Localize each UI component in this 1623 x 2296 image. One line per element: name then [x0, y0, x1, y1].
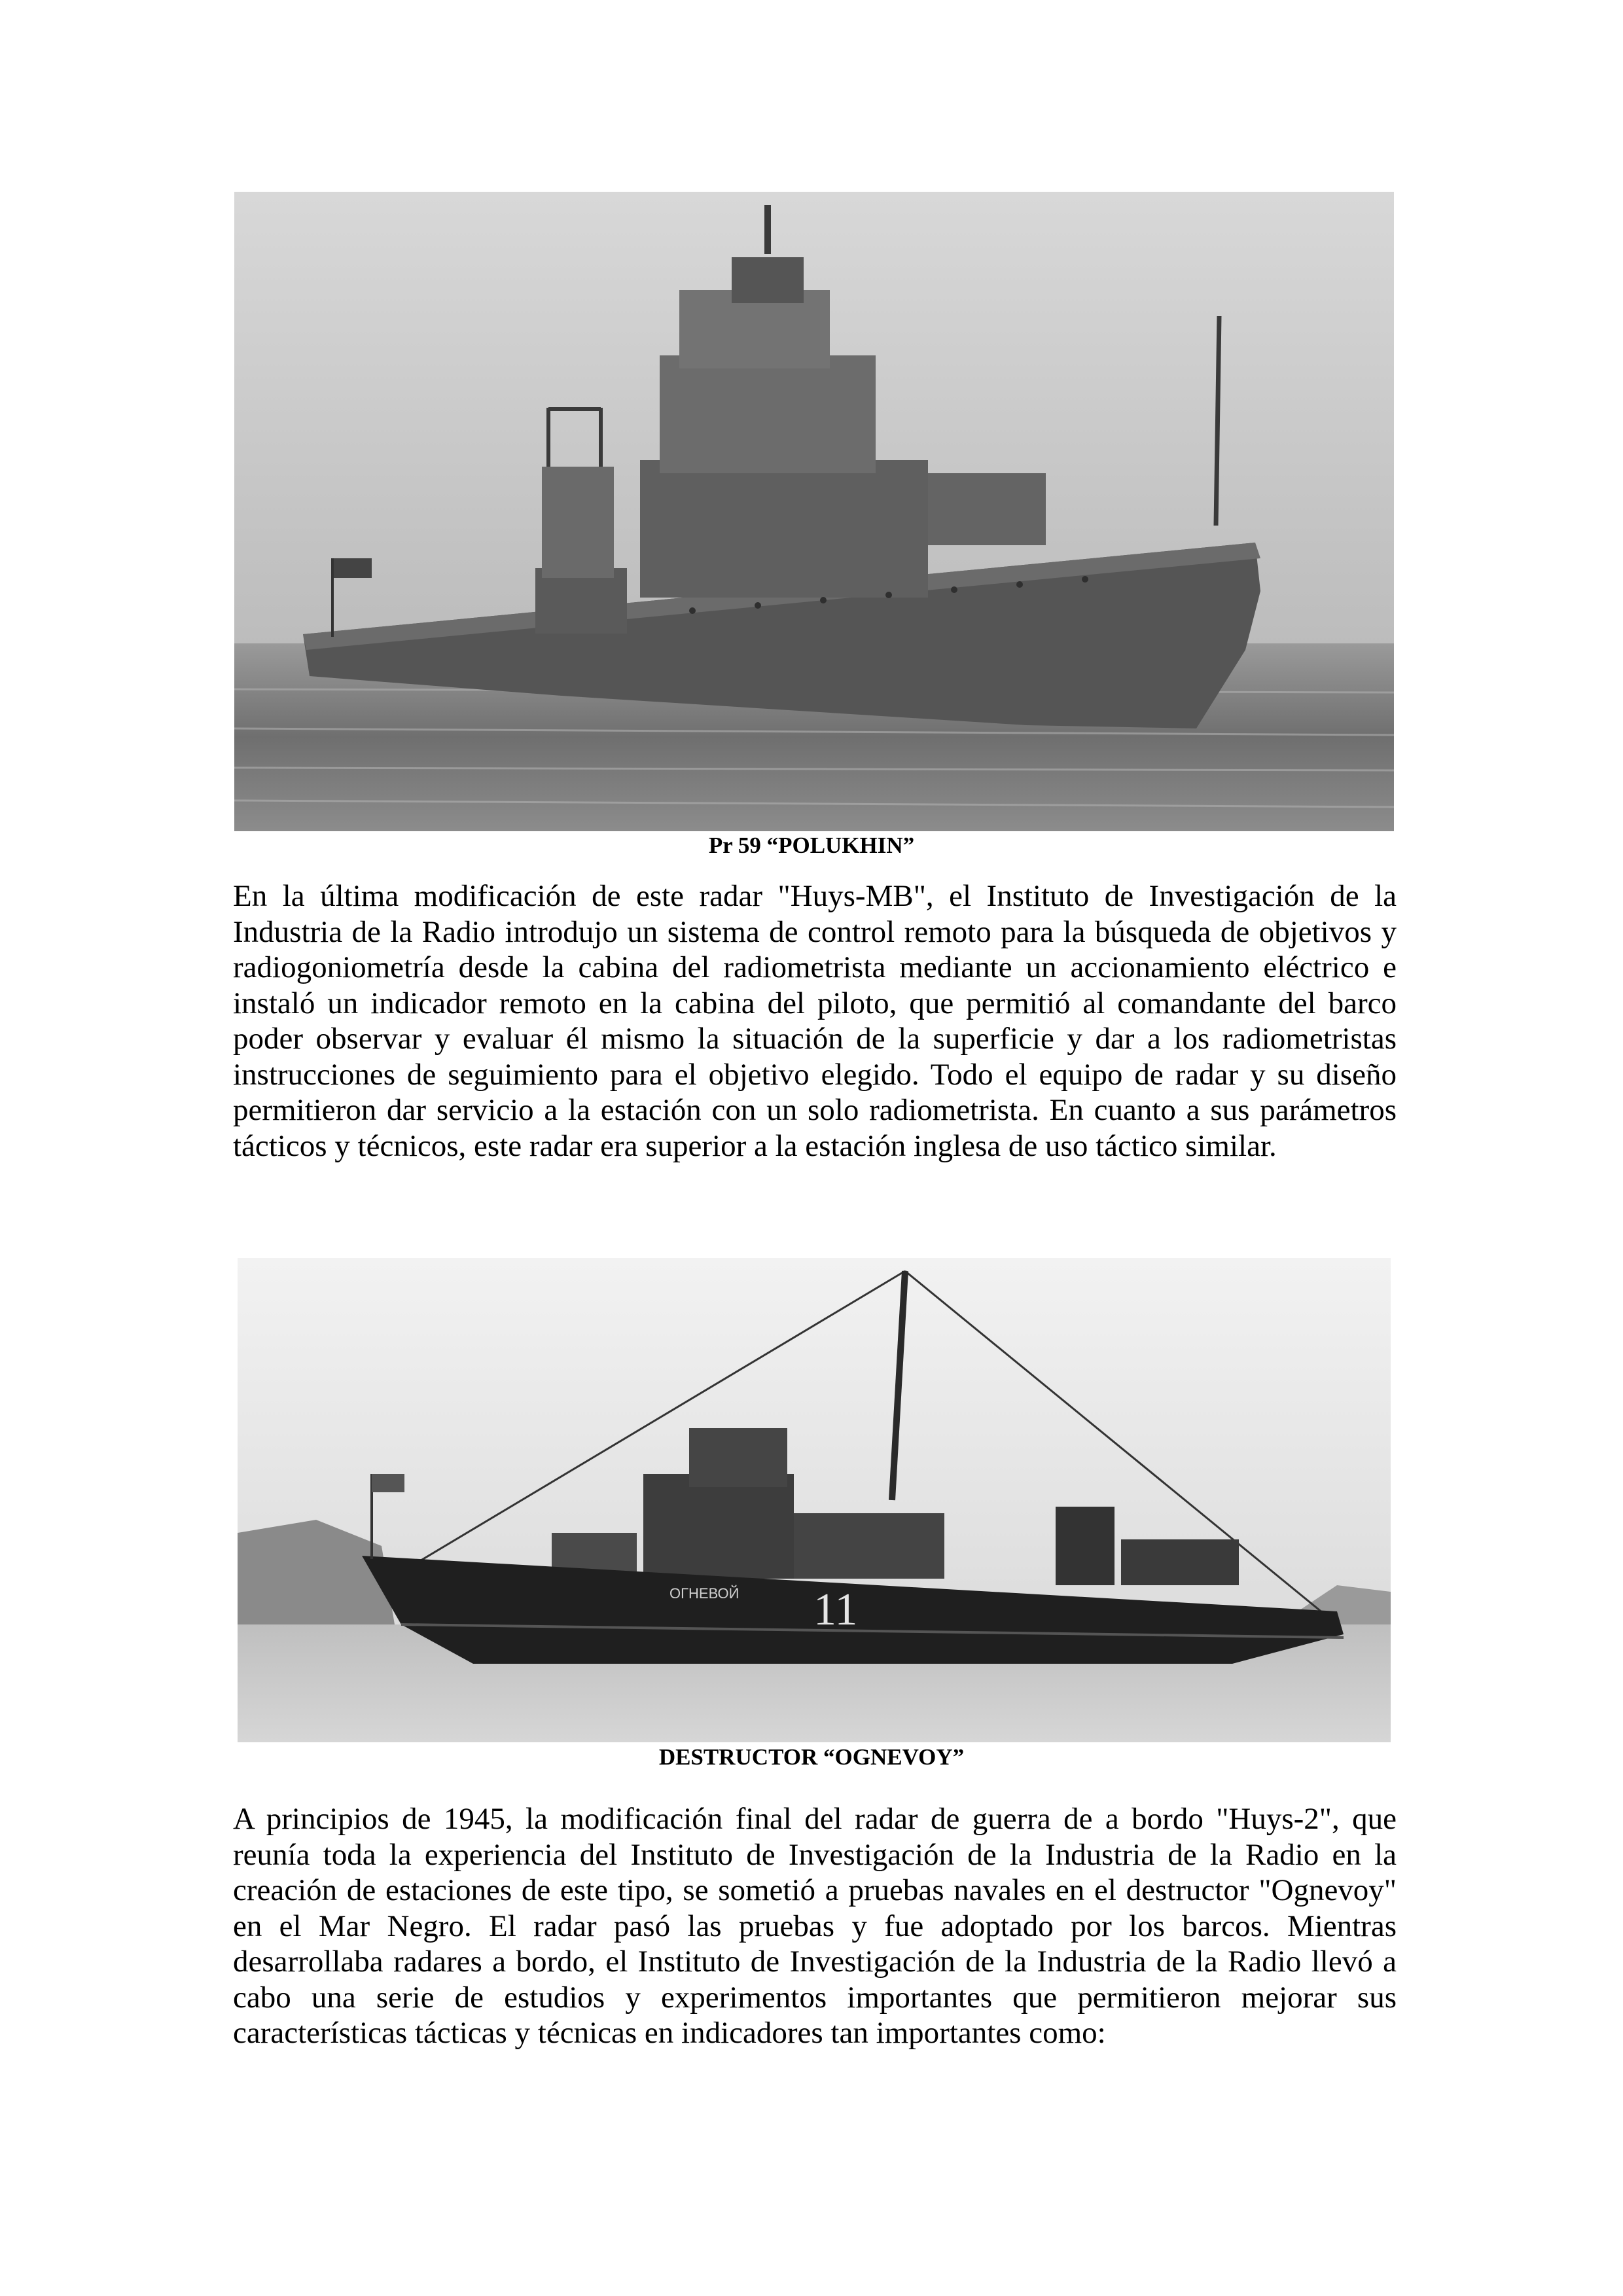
photo-polukhin [234, 192, 1394, 831]
body-paragraph-2: A principios de 1945, la modificación final del radar de guerra de a bordo "Huys-2", que reunía toda la experiencia del Instituto de Investigación de la Industria de la Radio en la creación de estaciones de este tipo, se sometió a pruebas navales en el destructor "Ognevoy" en el Mar Negro. El radar pasó las pruebas y fue adoptado por los barcos. Mientras desarrollaba radares a bordo, el Instituto de Investigación de la Industria de la Radio llevó a cabo una serie de estudios y experimentos importantes que permitieron mejorar sus características tácticas y técnicas en indicadores tan importantes como: [233, 1802, 1397, 2050]
ship-photo-polukhin [234, 192, 1394, 831]
figure-caption-polukhin: Pr 59 “POLUKHIN” [708, 833, 915, 858]
figure-caption-ognevoy: DESTRUCTOR “OGNEVOY” [658, 1744, 965, 1770]
hull-name: ОГНЕВОЙ [669, 1585, 740, 1602]
hull-number: 11 [813, 1585, 858, 1635]
ship-photo-ognevoy [238, 1258, 1391, 1742]
body-paragraph-1: En la última modificación de este radar "Huys-MB", el Instituto de Investigación de la Industria de la Radio introdujo un sistema de control remoto para la búsqueda de objetivos y radiogoniometría desde la cabina del radiometrista mediante un accionamiento eléctrico e instaló un indicador remoto en la cabina del piloto, que permitió al comandante del barco poder observar y evaluar él mismo la situación de la superficie y dar a los radiometristas instrucciones de seguimiento para el objetivo elegido. Todo el equipo de radar y su diseño permitieron dar servicio a la estación con un solo radiometrista. En cuanto a sus parámetros tácticos y técnicos, este radar era superior a la estación inglesa de uso táctico similar. [233, 879, 1397, 1163]
photo-ognevoy [238, 1258, 1391, 1742]
